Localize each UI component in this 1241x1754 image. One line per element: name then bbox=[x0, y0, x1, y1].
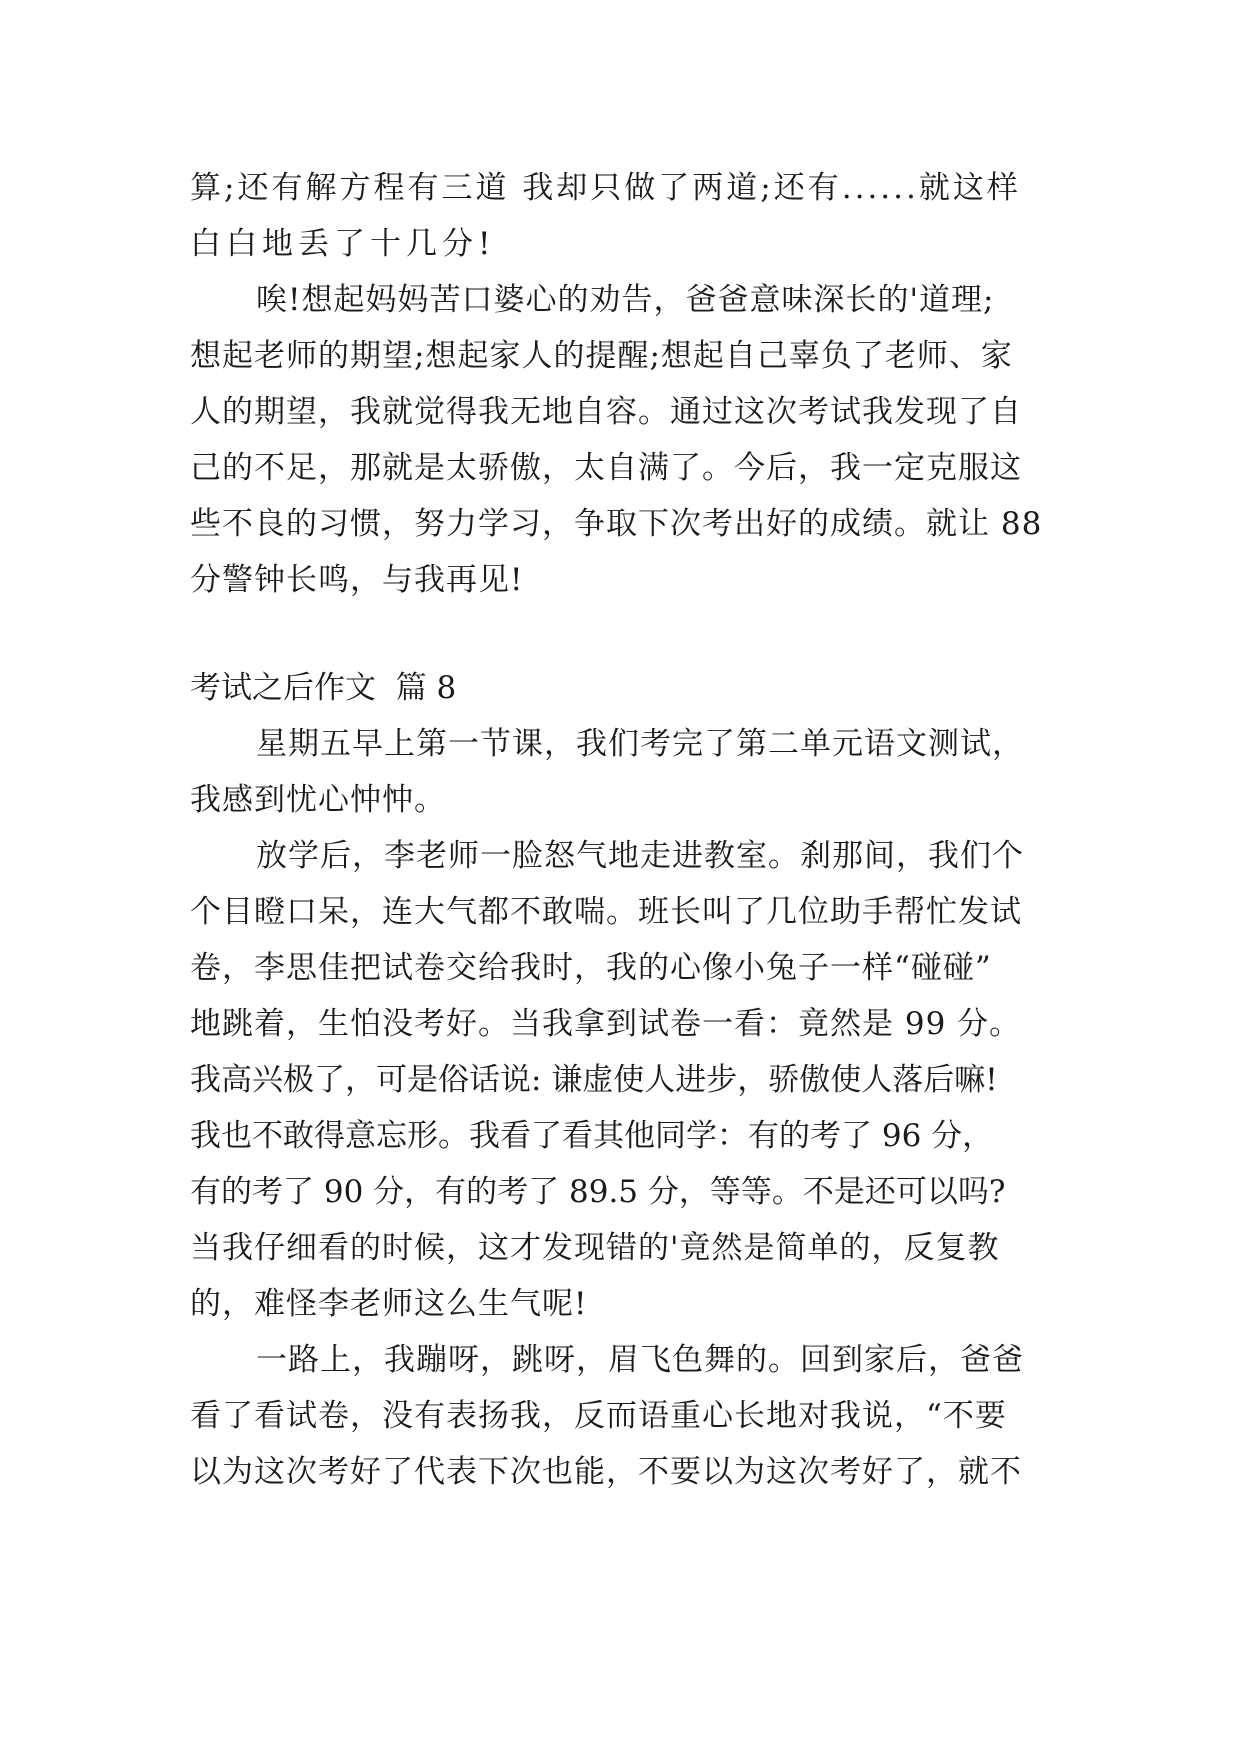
paragraph-start: 星期五早上第一节课，我们考完了第二单元语文测试， bbox=[256, 726, 1024, 762]
text-line: 地跳着，生怕没考好。当我拿到试卷一看：竟然是 99 分。 bbox=[190, 1006, 1022, 1042]
text-line: 以为这次考好了代表下次也能，不要以为这次考好了，就不 bbox=[190, 1454, 1022, 1490]
text-line: 些不良的习惯，努力学习，争取下次考出好的成绩。就让 88 bbox=[190, 506, 1043, 542]
text-line: 我高兴极了，可是俗话说: 谦虚使人进步，骄傲使人落后嘛! bbox=[190, 1062, 998, 1098]
section-heading: 考试之后作文 篇 8 bbox=[190, 670, 457, 706]
text-line: 分警钟长鸣，与我再见! bbox=[190, 562, 524, 598]
paragraph-start: 唉!想起妈妈苦口婆心的劝告，爸爸意味深长的'道理; bbox=[256, 282, 995, 318]
text-line: 算;还有解方程有三道 我却只做了两道;还有......就这样 bbox=[190, 170, 1021, 206]
text-line: 有的考了 90 分，有的考了 89.5 分，等等。不是还可以吗? bbox=[190, 1174, 1006, 1210]
text-line: 当我仔细看的时候，这才发现错的'竟然是简单的，反复教 bbox=[190, 1230, 1000, 1266]
text-line: 白白地丢了十几分! bbox=[190, 226, 496, 262]
text-line: 人的期望，我就觉得我无地自容。通过这次考试我发现了自 bbox=[190, 394, 1022, 430]
paragraph-start: 放学后，李老师一脸怒气地走进教室。刹那间，我们个 bbox=[256, 838, 1024, 874]
text-line: 想起老师的期望;想起家人的提醒;想起自己辜负了老师、家 bbox=[190, 338, 1013, 374]
text-line: 己的不足，那就是太骄傲，太自满了。今后，我一定克服这 bbox=[190, 450, 1022, 486]
text-line: 的，难怪李老师这么生气呢! bbox=[190, 1286, 588, 1322]
text-line: 我感到忧心忡忡。 bbox=[190, 782, 446, 818]
paragraph-start: 一路上，我蹦呀，跳呀，眉飞色舞的。回到家后，爸爸 bbox=[256, 1342, 1024, 1378]
text-line: 我也不敢得意忘形。我看了看其他同学：有的考了 96 分， bbox=[190, 1118, 994, 1154]
text-line: 个目瞪口呆，连大气都不敢喘。班长叫了几位助手帮忙发试 bbox=[190, 894, 1022, 930]
text-line: 卷，李思佳把试卷交给我时，我的心像小兔子一样“碰碰” bbox=[190, 950, 992, 986]
text-line: 看了看试卷，没有表扬我，反而语重心长地对我说，“不要 bbox=[190, 1398, 1007, 1434]
